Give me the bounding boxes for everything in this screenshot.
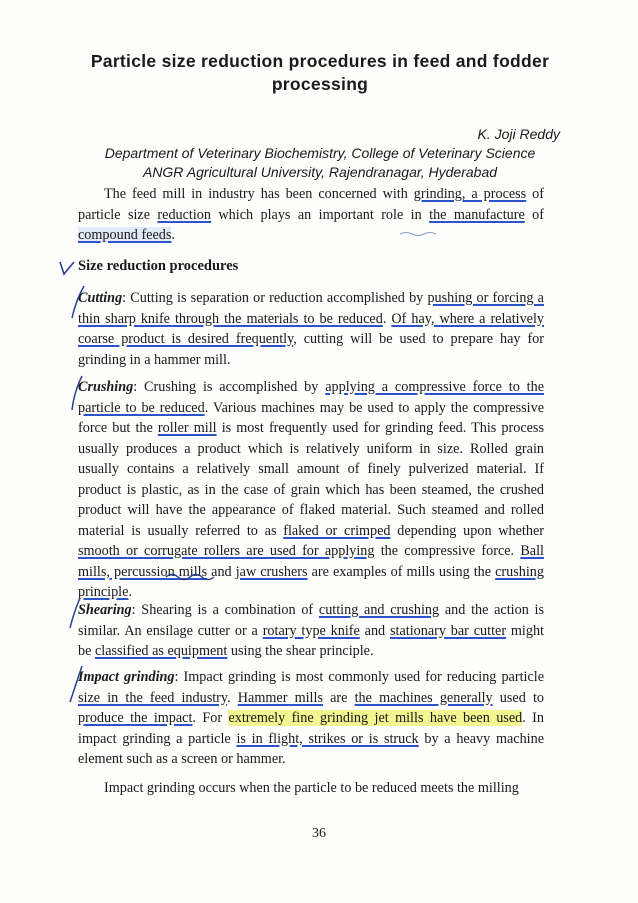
text-run: .: [128, 584, 132, 600]
underlined-text: classified as equipment: [94, 643, 228, 659]
text-run: : Impact grinding is most commonly used for reducing particle: [174, 669, 545, 685]
underlined-text: pushing or forcing a thin sharp knife through the materials to be reduced: [78, 290, 544, 327]
highlighted-text: extremely fine grinding jet mills have been used: [228, 710, 523, 726]
author-name: K. Joji Reddy: [477, 126, 560, 142]
underlined-text: rotary type knife: [262, 622, 360, 639]
text-run: . In impact grinding a particle: [78, 710, 544, 747]
text-run: depending upon whether: [390, 522, 544, 539]
underlined-text: smooth or corrugate rollers are used for applying: [78, 543, 375, 559]
text-run: .: [382, 310, 392, 327]
underlined-text: crushing principle: [78, 563, 544, 600]
text-run: which plays an important role in: [211, 206, 430, 223]
underlined-text: produce the impact: [78, 710, 193, 726]
text-run: and: [359, 622, 390, 639]
underlined-text: applying a compressive force to the particle to be reduced: [78, 379, 544, 416]
page-title: Particle size reduction procedures in feed and fodder processing: [90, 51, 550, 94]
underlined-text: size in the feed industry: [78, 689, 228, 706]
text-run: the compressive force.: [374, 543, 521, 559]
crushing-paragraph: [78, 377, 544, 603]
affiliation-line-1: Department of Veterinary Biochemistry, College of Veterinary Science: [104, 145, 536, 161]
term-shearing: Shearing: [78, 602, 132, 618]
underlined-text: Of hay, where a relatively coarse product is desired frequently: [78, 310, 545, 347]
text-run: of: [524, 206, 544, 223]
underlined-text: flaked or crimped: [283, 522, 391, 539]
underlined-text: the machines generally: [354, 689, 493, 706]
underlined-text: Hammer mills: [237, 689, 323, 706]
impact-grinding-paragraph: [78, 667, 544, 770]
underlined-text: reduction: [157, 206, 211, 223]
underlined-text: the manufacture: [429, 206, 525, 223]
text-run: , cutting will be used to prepare hay for grinding in a hammer mill.: [78, 331, 544, 368]
text-run: .: [171, 227, 175, 243]
text-run: . Various machines may be used to apply the compressive force but the: [78, 399, 544, 436]
text-run: might be: [78, 622, 544, 659]
page-number: 36: [312, 826, 326, 841]
underlined-text: cutting and crushing: [318, 602, 440, 618]
text-run: of particle size: [78, 186, 544, 223]
text-run: .: [227, 689, 238, 706]
underlined-text: jaw crushers: [235, 563, 308, 580]
text-run: . For: [192, 710, 229, 726]
term-impact-grinding: Impact grinding: [78, 669, 175, 685]
underlined-text: compound feeds: [78, 227, 172, 243]
text-run: : Cutting is separation or reduction accomplished by: [122, 290, 428, 306]
closing-paragraph: [78, 778, 544, 799]
text-run: are: [322, 689, 355, 706]
affiliation: [40, 144, 600, 182]
text-run: used to: [492, 689, 544, 706]
checkmark-icon: [60, 262, 74, 274]
underlined-text: Ball mills, percussion mills: [78, 543, 544, 580]
affiliation-line-2: ANGR Agricultural University, Rajendranagar, Hyderabad: [142, 164, 498, 180]
cutting-paragraph: [78, 288, 544, 370]
intro-paragraph: [78, 184, 544, 246]
term-crushing: Crushing: [78, 379, 134, 395]
text-run: are examples of mills using the: [307, 563, 496, 580]
underlined-text: roller mill: [157, 420, 217, 436]
text-run: is most frequently used for grinding feed. This process usually produces a product which is relatively uniform in size. Rolled grain usually contains a relatively small amount of finely pulverized material. If product is plastic, as in the case of grain which has been steamed, the crushed product will have the appearance of flaked material. Such steamed and rolled material is usually referred to as: [78, 420, 544, 539]
text-run: and the action is similar. An ensilage cutter or a: [78, 602, 544, 639]
shearing-paragraph: [78, 600, 544, 662]
text-run: : Shearing is a combination of: [131, 602, 319, 618]
text-run: : Crushing is accomplished by: [133, 379, 326, 395]
term-cutting: Cutting: [78, 290, 123, 306]
section-heading: Size reduction procedures: [78, 258, 239, 274]
text-run: by a heavy machine element such as a screen or hammer.: [78, 730, 544, 767]
text-run: using the shear principle.: [227, 643, 374, 659]
text-run: and: [207, 563, 236, 580]
underlined-text: grinding, a process: [413, 186, 527, 202]
text-run: The feed mill in industry has been concerned with: [104, 186, 414, 202]
closing-text: Impact grinding occurs when the particle to be reduced meets the milling: [104, 780, 519, 796]
underlined-text: stationary bar cutter: [390, 622, 507, 639]
underlined-text: is in flight, strikes or is struck: [236, 730, 419, 747]
